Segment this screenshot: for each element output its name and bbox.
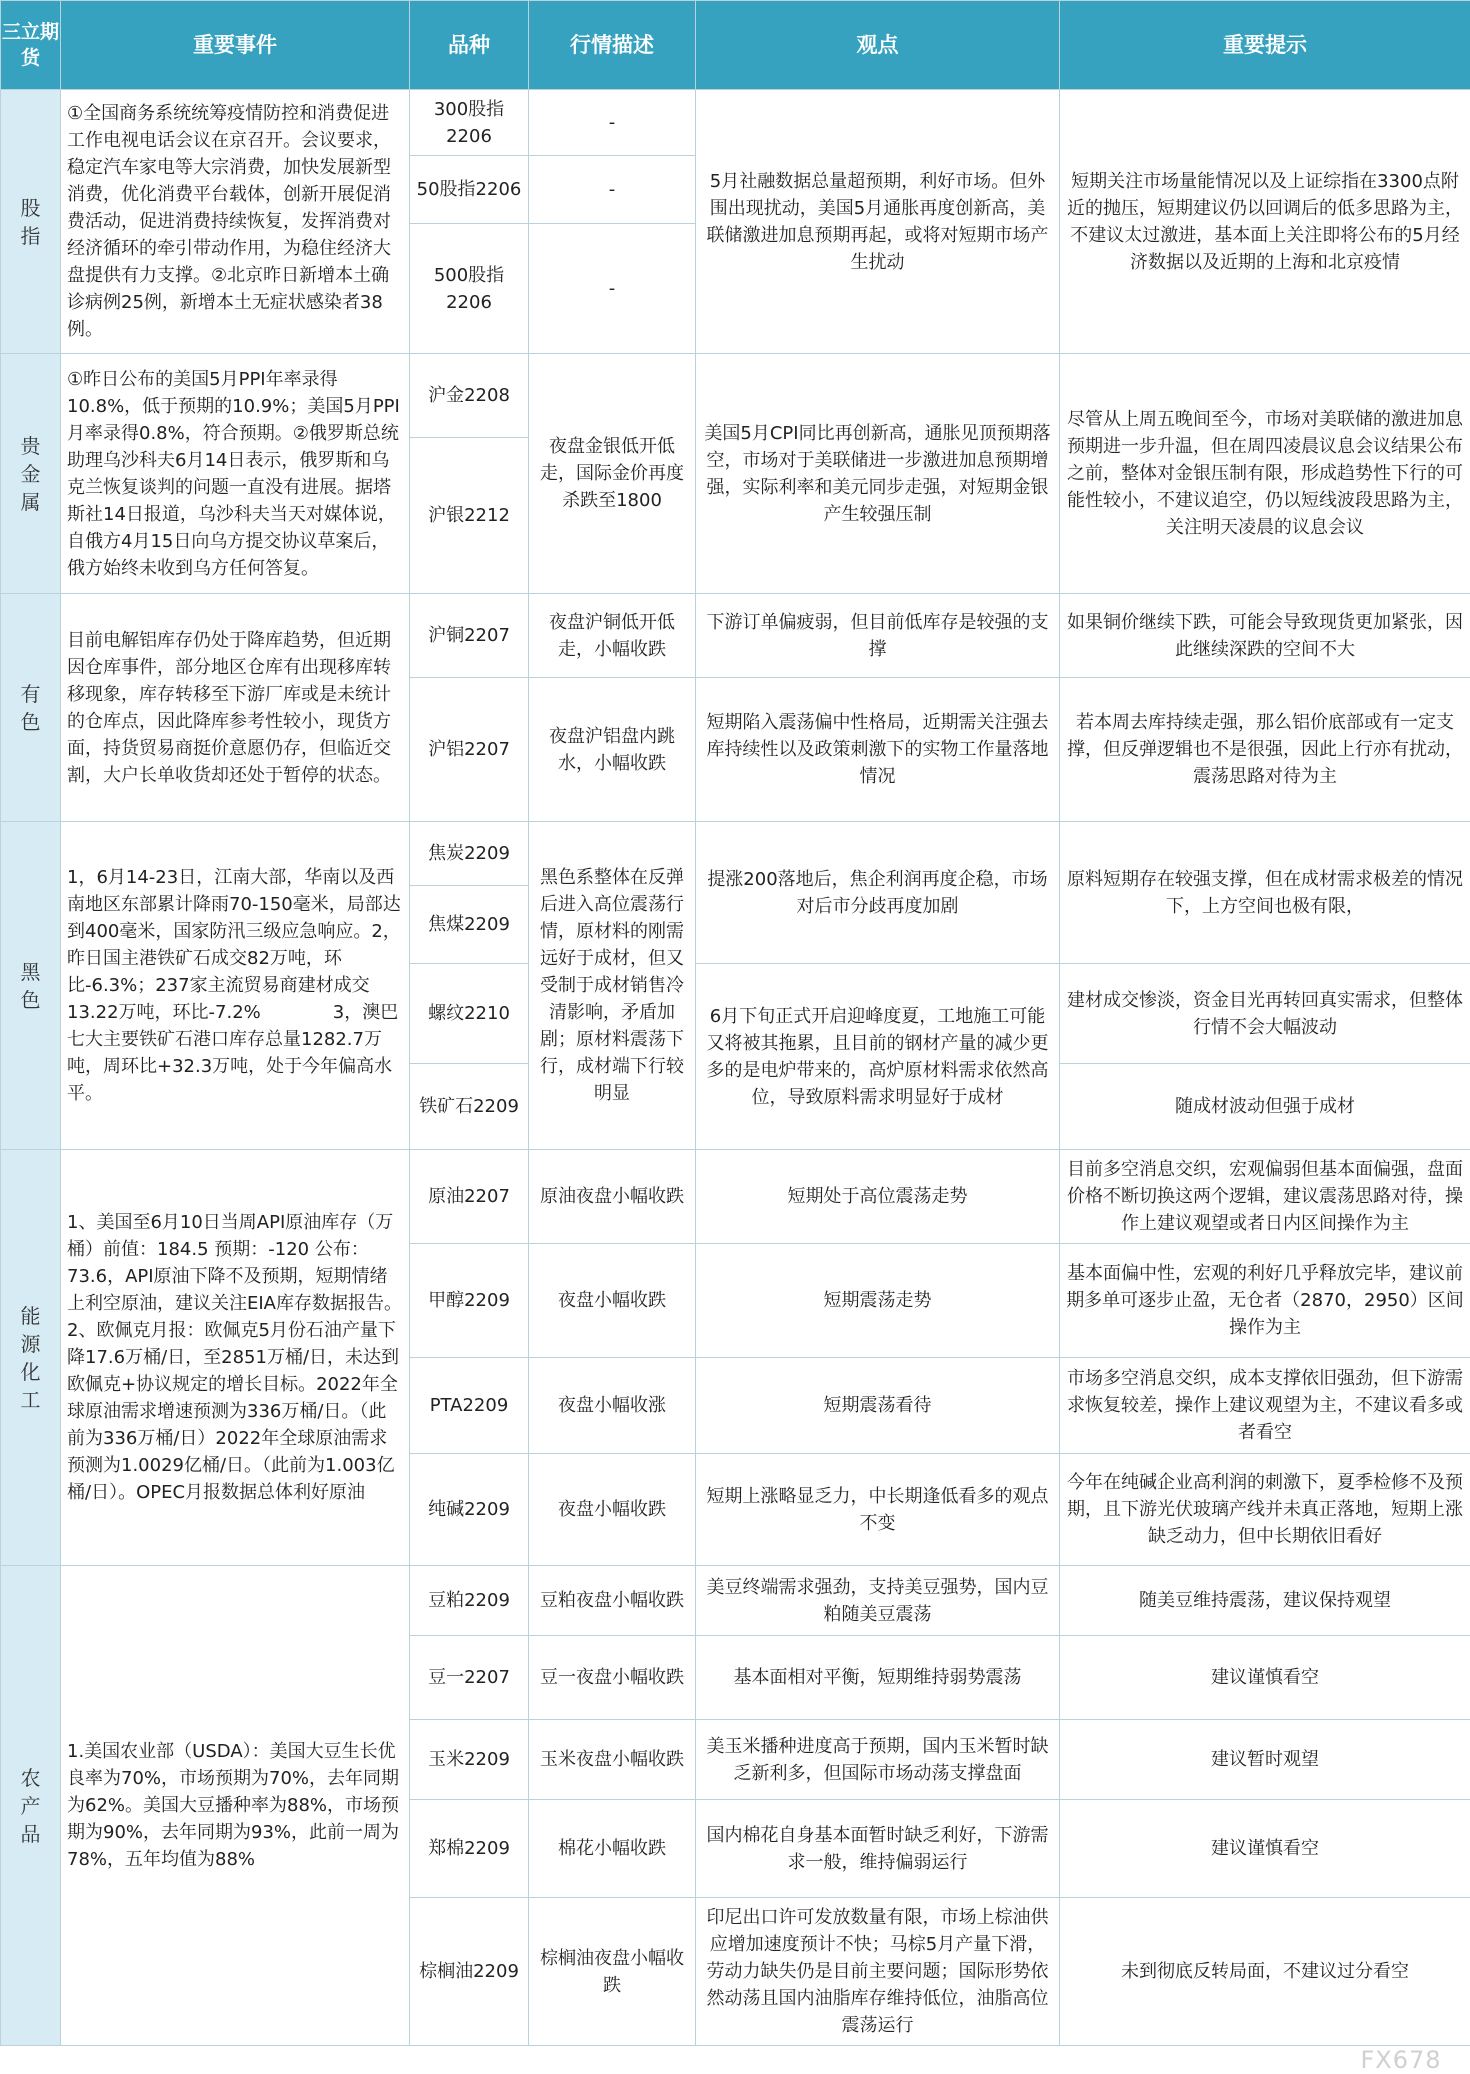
view-ferrous-coke: 提涨200落地后，焦企利润再度企稳，市场对后市分歧再度加剧	[696, 822, 1060, 964]
variety-cell: 沪铜2207	[410, 594, 529, 678]
market-cell: 豆一夜盘小幅收跌	[529, 1636, 696, 1720]
variety-cell: 豆一2207	[410, 1636, 529, 1720]
market-cell: -	[529, 224, 696, 354]
view-cell: 短期陷入震荡偏中性格局，近期需关注强去库持续性以及政策刺激下的实物工作量落地情况	[696, 678, 1060, 822]
event-precious: ①昨日公布的美国5月PPI年率录得10.8%，低于预期的10.9%；美国5月PPI月率录得0.8%，符合预期。②俄罗斯总统助理乌沙科夫6月14日表示，俄罗斯和乌克兰恢复谈判的问题一直没有进展。据塔斯社14日报道，乌沙科夫当天对媒体说，自俄方4月15日向乌方提交协议草案后，俄方始终未收到乌方任何答复。	[61, 354, 410, 594]
event-ferrous: 1，6月14-23日，江南大部，华南以及西南地区东部累计降雨70-150毫米，局部达到400毫米，国家防汛三级应急响应。2，昨日国主港铁矿石成交82万吨，环比-6.3%；237家主流贸易商建材成交13.22万吨，环比-7.2% 3，澳巴七大主要铁矿石港口库存总量1282.7万吨，周环比+32.3万吨，处于今年偏高水平。	[61, 822, 410, 1150]
table-row	[1, 90, 1470, 156]
tip-cell: 市场多空消息交织，成本支撑依旧强劲，但下游需求恢复较差，操作上建议观望为主，不建议看多或者看空	[1060, 1358, 1470, 1454]
variety-cell: 螺纹2210	[410, 964, 529, 1064]
view-cell: 短期震荡看待	[696, 1358, 1060, 1454]
tip-precious: 尽管从上周五晚间至今，市场对美联储的激进加息预期进一步升温，但在周四凌晨议息会议结果公布之前，整体对金银压制有限，形成趋势性下行的可能性较小，不建议追空，仍以短线波段思路为主，关注明天凌晨的议息会议	[1060, 354, 1470, 594]
sector-equity: 股指	[1, 90, 61, 354]
table-row	[1, 1150, 1470, 1244]
variety-cell: 500股指2206	[410, 224, 529, 354]
header-variety: 品种	[410, 1, 529, 90]
sector-agri: 农产品	[1, 1566, 61, 2046]
table-row	[1, 354, 1470, 438]
tip-equity: 短期关注市场量能情况以及上证综指在3300点附近的抛压，短期建议仍以回调后的低多思路为主，不建议太过激进，基本面上关注即将公布的5月经济数据以及近期的上海和北京疫情	[1060, 90, 1470, 354]
market-cell: 棉花小幅收跌	[529, 1800, 696, 1898]
tip-cell: 如果铜价继续下跌，可能会导致现货更加紧张，因此继续深跌的空间不大	[1060, 594, 1470, 678]
market-cell: 棕榈油夜盘小幅收跌	[529, 1898, 696, 2046]
market-ferrous: 黑色系整体在反弹后进入高位震荡行情，原材料的刚需远好于成材，但又受制于成材销售冷清影响，矛盾加剧；原材料震荡下行，成材端下行较明显	[529, 822, 696, 1150]
view-cell: 美豆终端需求强劲，支持美豆强势，国内豆粕随美豆震荡	[696, 1566, 1060, 1636]
header-market: 行情描述	[529, 1, 696, 90]
view-ferrous-steel: 6月下旬正式开启迎峰度夏，工地施工可能又将被其拖累，且目前的钢材产量的减少更多的是电炉带来的，高炉原材料需求依然高位，导致原料需求明显好于成材	[696, 964, 1060, 1150]
view-cell: 印尼出口许可发放数量有限，市场上棕油供应增加速度预计不快；马棕5月产量下滑，劳动力缺失仍是目前主要问题；国际形势依然动荡且国内油脂库存维持低位，油脂高位震荡运行	[696, 1898, 1060, 2046]
sector-energy: 能源化工	[1, 1150, 61, 1566]
table-row	[1, 1566, 1470, 1636]
view-cell: 短期上涨略显乏力，中长期逢低看多的观点不变	[696, 1454, 1060, 1566]
tip-cell: 建议谨慎看空	[1060, 1800, 1470, 1898]
tip-ferrous-ore: 随成材波动但强于成材	[1060, 1064, 1470, 1150]
variety-cell: 郑棉2209	[410, 1800, 529, 1898]
variety-cell: 纯碱2209	[410, 1454, 529, 1566]
market-cell: 玉米夜盘小幅收跌	[529, 1720, 696, 1800]
variety-cell: PTA2209	[410, 1358, 529, 1454]
table-row	[1, 594, 1470, 678]
variety-cell: 50股指2206	[410, 156, 529, 224]
market-cell: 原油夜盘小幅收跌	[529, 1150, 696, 1244]
tip-cell: 随美豆维持震荡，建议保持观望	[1060, 1566, 1470, 1636]
tip-cell: 建议谨慎看空	[1060, 1636, 1470, 1720]
tip-cell: 目前多空消息交织，宏观偏弱但基本面偏强，盘面价格不断切换这两个逻辑，建议震荡思路对待，操作上建议观望或者日内区间操作为主	[1060, 1150, 1470, 1244]
event-energy: 1、美国至6月10日当周API原油库存（万桶）前值：184.5 预期：-120 公布：73.6，API原油下降不及预期，短期情绪上利空原油，建议关注EIA库存数据报告。2、欧佩克月报：欧佩克5月份石油产量下降17.6万桶/日，至2851万桶/日，未达到欧佩克+协议规定的增长目标。2022年全球原油需求增速预测为336万桶/日。（此前为336万桶/日）2022年全球原油需求预测为1.0029亿桶/日。（此前为1.003亿桶/日）。OPEC月报数据总体利好原油	[61, 1150, 410, 1566]
tip-ferrous-coke: 原料短期存在较强支撑，但在成材需求极差的情况下，上方空间也极有限，	[1060, 822, 1470, 964]
header-tip: 重要提示	[1060, 1, 1470, 90]
variety-cell: 焦炭2209	[410, 822, 529, 886]
event-equity: ①全国商务系统统筹疫情防控和消费促进工作电视电话会议在京召开。会议要求，稳定汽车家电等大宗消费，加快发展新型消费，优化消费平台载体，创新开展促消费活动，促进消费持续恢复，发挥消费对经济循环的牵引带动作用，为稳住经济大盘提供有力支撑。②北京昨日新增本土确诊病例25例，新增本土无症状感染者38例。	[61, 90, 410, 354]
variety-cell: 沪银2212	[410, 438, 529, 594]
variety-cell: 沪铝2207	[410, 678, 529, 822]
market-cell: 夜盘小幅收跌	[529, 1244, 696, 1358]
variety-cell: 焦煤2209	[410, 886, 529, 964]
view-cell: 短期震荡走势	[696, 1244, 1060, 1358]
variety-cell: 300股指2206	[410, 90, 529, 156]
header-event: 重要事件	[61, 1, 410, 90]
sector-precious: 贵金属	[1, 354, 61, 594]
event-agri: 1.美国农业部（USDA）：美国大豆生长优良率为70%，市场预期为70%，去年同期为62%。美国大豆播种率为88%，市场预期为90%，去年同期为93%，此前一周为78%，五年均值为88%	[61, 1566, 410, 2046]
view-cell: 短期处于高位震荡走势	[696, 1150, 1060, 1244]
market-cell: 夜盘小幅收跌	[529, 1454, 696, 1566]
variety-cell: 玉米2209	[410, 1720, 529, 1800]
view-cell: 美玉米播种进度高于预期，国内玉米暂时缺乏新利多，但国际市场动荡支撑盘面	[696, 1720, 1060, 1800]
market-precious: 夜盘金银低开低走，国际金价再度杀跌至1800	[529, 354, 696, 594]
tip-cell: 若本周去库持续走强，那么铝价底部或有一定支撑，但反弹逻辑也不是很强，因此上行亦有扰动，震荡思路对待为主	[1060, 678, 1470, 822]
variety-cell: 甲醇2209	[410, 1244, 529, 1358]
tip-cell: 基本面偏中性，宏观的利好几乎释放完毕，建议前期多单可逐步止盈，无仓者（2870，2950）区间操作为主	[1060, 1244, 1470, 1358]
variety-cell: 铁矿石2209	[410, 1064, 529, 1150]
market-cell: 豆粕夜盘小幅收跌	[529, 1566, 696, 1636]
variety-cell: 沪金2208	[410, 354, 529, 438]
tip-cell: 今年在纯碱企业高利润的刺激下，夏季检修不及预期，且下游光伏玻璃产线并未真正落地，短期上涨缺乏动力，但中长期依旧看好	[1060, 1454, 1470, 1566]
sector-ferrous: 黑色	[1, 822, 61, 1150]
variety-cell: 棕榈油2209	[410, 1898, 529, 2046]
view-cell: 下游订单偏疲弱，但目前低库存是较强的支撑	[696, 594, 1060, 678]
event-nonferrous: 目前电解铝库存仍处于降库趋势，但近期因仓库事件，部分地区仓库有出现移库转移现象，库存转移至下游厂库或是未统计的仓库点，因此降库参考性较小，现货方面，持货贸易商挺价意愿仍存，但临近交割，大户长单收货却还处于暂停的状态。	[61, 594, 410, 822]
header-corner: 三立期货	[1, 1, 61, 90]
market-cell: 夜盘小幅收涨	[529, 1358, 696, 1454]
view-cell: 基本面相对平衡，短期维持弱势震荡	[696, 1636, 1060, 1720]
variety-cell: 豆粕2209	[410, 1566, 529, 1636]
market-cell: 夜盘沪铝盘内跳水，小幅收跌	[529, 678, 696, 822]
tip-cell: 未到彻底反转局面，不建议过分看空	[1060, 1898, 1470, 2046]
market-cell: -	[529, 156, 696, 224]
sector-nonferrous: 有色	[1, 594, 61, 822]
market-cell: 夜盘沪铜低开低走，小幅收跌	[529, 594, 696, 678]
variety-cell: 原油2207	[410, 1150, 529, 1244]
view-equity: 5月社融数据总量超预期，利好市场。但外围出现扰动，美国5月通胀再度创新高，美联储激进加息预期再起，或将对短期市场产生扰动	[696, 90, 1060, 354]
header-row	[1, 1, 1470, 90]
market-cell: -	[529, 90, 696, 156]
watermark: FX678	[1336, 2046, 1466, 2074]
view-cell: 国内棉花自身基本面暂时缺乏利好，下游需求一般，维持偏弱运行	[696, 1800, 1060, 1898]
tip-cell: 建议暂时观望	[1060, 1720, 1470, 1800]
view-precious: 美国5月CPI同比再创新高，通胀见顶预期落空，市场对于美联储进一步激进加息预期增强，实际利率和美元同步走强，对短期金银产生较强压制	[696, 354, 1060, 594]
tip-ferrous-rebar: 建材成交惨淡，资金目光再转回真实需求，但整体行情不会大幅波动	[1060, 964, 1470, 1064]
header-view: 观点	[696, 1, 1060, 90]
table-row	[1, 822, 1470, 886]
